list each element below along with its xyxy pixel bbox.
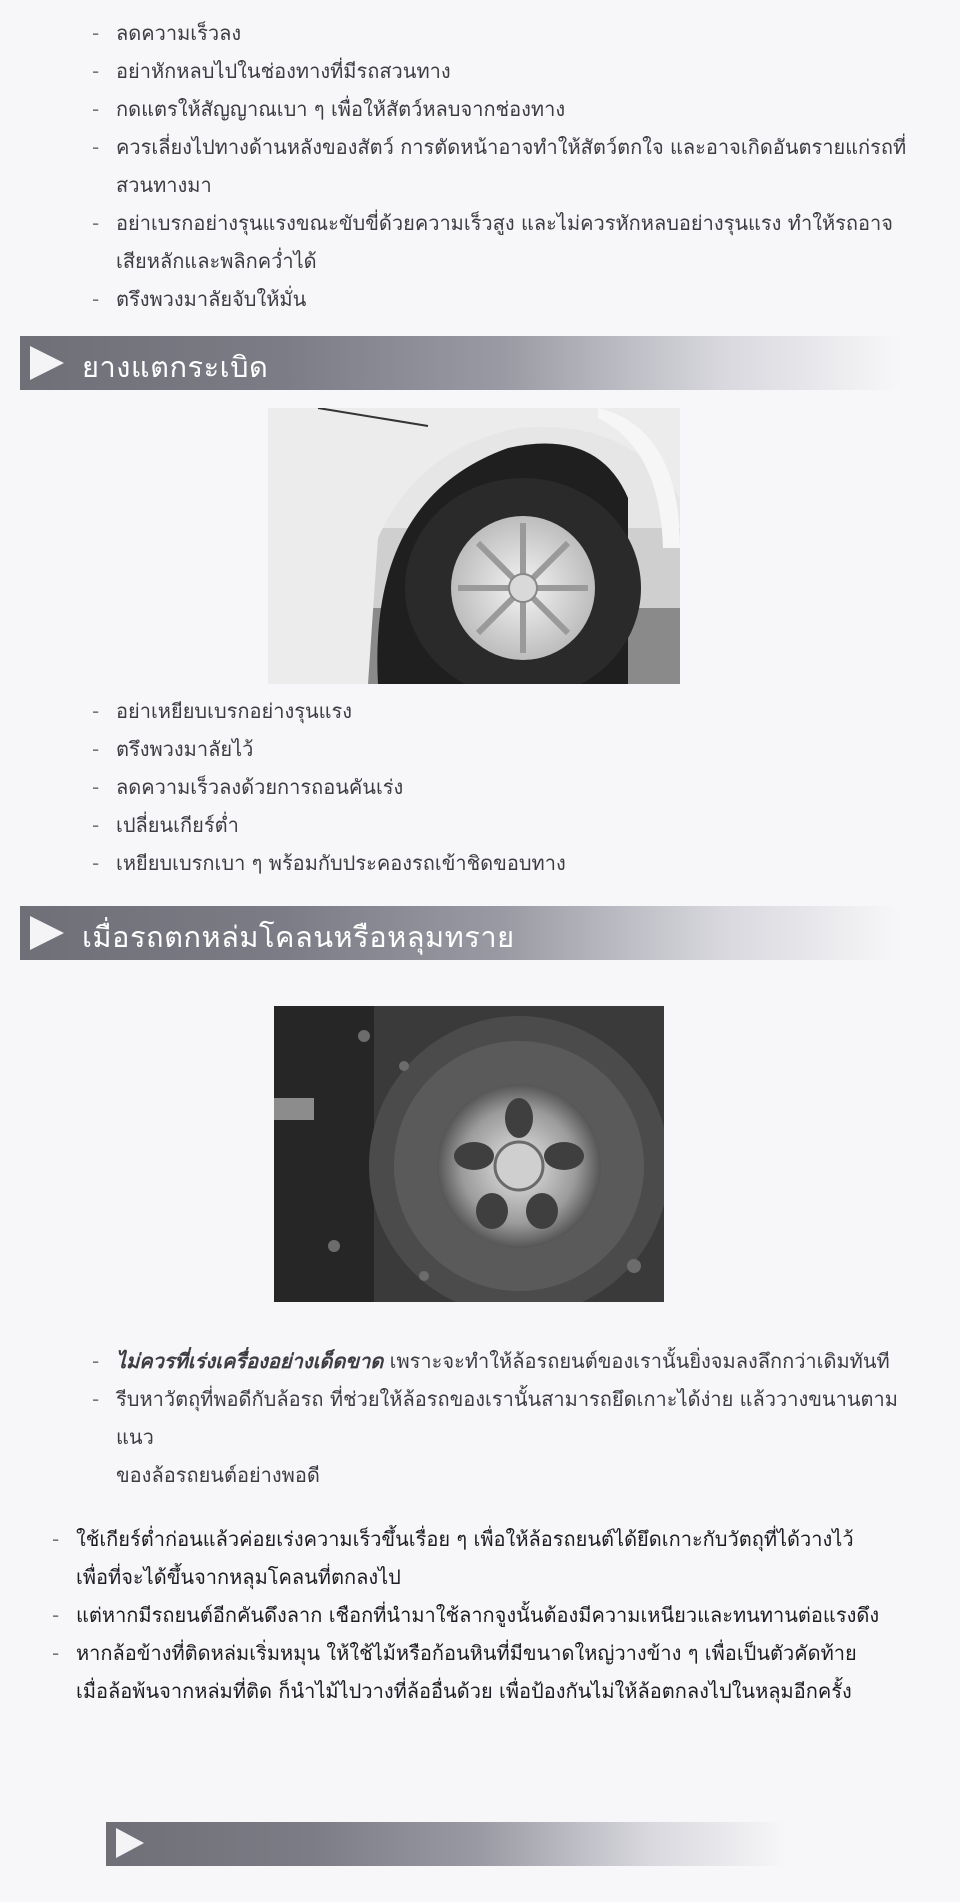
list-item-continuation: ของล้อรถยนต์อย่างพอดี [116, 1463, 320, 1487]
section-header-mud [20, 906, 900, 960]
list-item: - ควรเลี่ยงไปทางด้านหลังของสัตว์ การตัดหน้าอาจทำให้สัตว์ตกใจ และอาจเกิดอันตรายแก่รถที่ สวนทางมา [92, 135, 907, 197]
flat-tire-tips-list [92, 692, 912, 882]
list-item: - ตรึงพวงมาลัยไว้ [92, 737, 254, 761]
flat-tire-photo [268, 408, 680, 684]
arrow-right-icon [116, 1828, 144, 1858]
arrow-right-icon [30, 916, 64, 950]
list-item: - แต่หากมีรถยนต์อีกคันดึงลาก เชือกที่นำมาใช้ลากจูงนั้นต้องมีความเหนียวและทนทานต่อแรงดึง [52, 1603, 880, 1627]
list-item: - เหยียบเบรกเบา ๆ พร้อมกับประคองรถเข้าชิดขอบทาง [92, 851, 566, 875]
list-item: - เปลี่ยนเกียร์ต่ำ [92, 813, 239, 837]
section-title: ยางแตกระเบิด [82, 350, 269, 384]
section-header-flat-tire [20, 336, 900, 390]
section-header-bottom [106, 1822, 786, 1866]
section-title: เมื่อรถตกหล่มโคลนหรือหลุมทราย [82, 920, 515, 954]
list-item: - หากล้อข้างที่ติดหล่มเริ่มหมุน ให้ใช้ไม้หรือก้อนหินที่มีขนาดใหญ่วางข้าง ๆ เพื่อเป็นตัวคัดท้าย เมื่อล้อพ้นจากหล่มที่ติด ก็นำไม้ไปวางที่ล้ออื่นด้วย เพื่อป้องกันไม่ให้ล้อตกลงไปในหลุมอีกครั้ง [52, 1641, 857, 1703]
list-item: - ไม่ควรที่เร่งเครื่องอย่างเด็ดขาด เพราะจะทำให้ล้อรถยนต์ของเรานั้นยิ่งจมลงลึกกว่าเดิมทันที [92, 1349, 890, 1373]
list-item: - อย่าเบรกอย่างรุนแรงขณะขับขี่ด้วยความเร็วสูง และไม่ควรหักหลบอย่างรุนแรง ทำให้รถอาจ เสียหลักและพลิกคว่ำได้ [92, 211, 893, 273]
mud-tips-list [92, 1342, 932, 1494]
mud-recovery-steps-list [52, 1520, 932, 1710]
arrow-right-icon [30, 346, 64, 380]
animal-crossing-tips-list [92, 14, 912, 318]
list-item: - กดแตรให้สัญญาณเบา ๆ เพื่อให้สัตว์หลบจากช่องทาง [92, 97, 566, 121]
list-item-continuation: เพื่อที่จะได้ขึ้นจากหลุมโคลนที่ตกลงไป [76, 1565, 401, 1589]
list-item: - ตรึงพวงมาลัยจับให้มั่น [92, 287, 307, 311]
list-item-continuation: เสียหลักและพลิกคว่ำได้ [116, 249, 317, 273]
list-item: - ลดความเร็วลง [92, 21, 242, 45]
list-item: - อย่าหักหลบไปในช่องทางที่มีรถสวนทาง [92, 59, 451, 83]
list-item: - รีบหาวัตถุที่พอดีกับล้อรถ ที่ช่วยให้ล้อรถของเรานั้นสามารถยึดเกาะได้ง่าย แล้ววางขนานตามแนว ของล้อรถยนต์อย่างพอดี [92, 1387, 898, 1487]
list-item: - อย่าเหยียบเบรกอย่างรุนแรง [92, 699, 353, 723]
list-item: - ลดความเร็วลงด้วยการถอนคันเร่ง [92, 775, 404, 799]
list-item-continuation: เมื่อล้อพ้นจากหล่มที่ติด ก็นำไม้ไปวางที่ล้ออื่นด้วย เพื่อป้องกันไม่ให้ล้อตกลงไปในหลุมอีกครั้ง [76, 1679, 852, 1703]
muddy-tire-photo [274, 1006, 664, 1302]
emphasis-text: ไม่ควรที่เร่งเครื่องอย่างเด็ดขาด [116, 1349, 384, 1373]
list-item: - ใช้เกียร์ต่ำก่อนแล้วค่อยเร่งความเร็วขึ้นเรื่อย ๆ เพื่อให้ล้อรถยนต์ได้ยึดเกาะกับวัตถุที่ได้วางไว้ เพื่อที่จะได้ขึ้นจากหลุมโคลนที่ตกลงไป [52, 1527, 854, 1589]
list-item-continuation: สวนทางมา [116, 173, 212, 197]
